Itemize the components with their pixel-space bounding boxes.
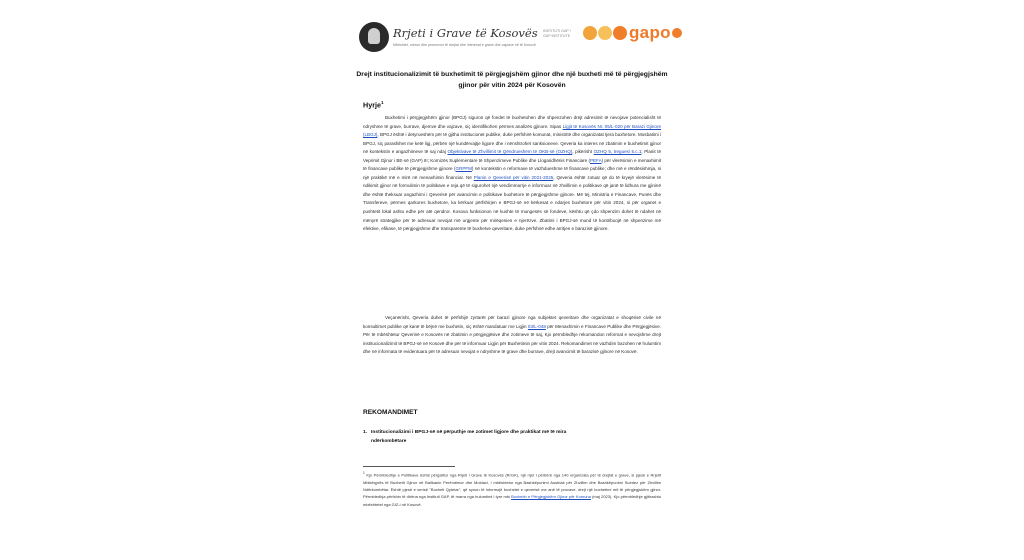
grpfm-link[interactable]: GRPFM <box>455 166 472 172</box>
intro-paragraph-2: Veçanërisht, Qeveria duhet të përfshijë zyrtarët për barazi gjinore nga subjektet qeveritare dhe organizatat e shoqërisë civile në konsultimet publike që kanë të bëjnë me buxhetin, siç është mandatuar me Ligjin 03/L-048 për Menaxhimin e Financave Publike dhe Përgjegjësive. Për të mbështetur Qeverinë e Kosovës në zbatimin e përgjegjësive dhe zotimeve të saj, Kjo përmbledhje rekomandon reformat e nevojshme drejt institucionalizimit të BPGJ-së në Kosovë dhe për të informuar Ligjin për Buxhetimin për vitin 2024. Rekomandimet në vazhdim bazohen në hulumtim dhe në informata të evidentuara për të adresuar nevojat e ndryshme të grave dhe burrave, drejt avancimit të barazisë gjinore në Kosovë. <box>363 315 661 355</box>
footnote: $^1$ Kjo Përmbledhje e Politikave është përgatitur nga Rrjeti i Grave të Kosovës (RrGK), një rrjet i përbërë nga 140 organizata për të drejtat e grave, si pjesë e Rrjetit Mbikëqyrës të Buxhetit Gjinor në Ballkanin Perëndimor dhe Moldavi, i mbështetur nga Bashkëpunimi Austriak për Zhvillim dhe Bashkëpunimi Suedez për Zhvillim Ndërkombëtar. Është pjesë e serisë "Buxheti Qytetar", që synon të informojë buxhetet e qeverisë me anë të provave, drejt një buxhetimi më të përgjegjshëm gjinor. Përmbledhja përfshin të dhëna nga Instituti GAP, të marra nga hulumtimi i tyre mbi Buxhetin e Përgjegjshëm Gjinor për Komuna (maj 2023). Kjo përmbledhje gjithashtu mbështetet nga GIZ-i në Kosovë. <box>363 471 662 507</box>
footnote-number: 1 <box>363 471 365 475</box>
ozhq5-link[interactable]: OZHQ 5, treguesi 5.c.1 <box>593 149 642 155</box>
item-number: 1. <box>363 430 368 435</box>
logo-dot-icon <box>672 28 682 38</box>
item-text: Institucionalizimi i BPGJ-së në përputhje me zotimet ligjore dhe praktikat më të mira <box>371 430 567 435</box>
logo-dot-icon <box>598 26 612 40</box>
logo-dot-icon <box>613 26 627 40</box>
document-header <box>347 14 677 64</box>
ozhq-link[interactable]: Objektivave të Zhvillimit të Qëndrueshëm të OKB-së (OZHQ) <box>447 149 573 155</box>
intro-heading: Hyrje$^1$ <box>363 100 384 110</box>
document-page <box>347 14 677 548</box>
intro-paragraph-1: Buxhetimi i përgjegjshëm gjinor (BPGJ) siguron që fondet të buxhetohen dhe shpenzohen drejt adresimit të nevojave potencialisht të ndryshme të grave, burrave, djemve dhe vajzave, siç identifikohen përmes analizës gjinore. Sipas Ligjit të Kosovës Nr. 05/L-020 për Barazi Gjinore (LBGJ), BPGJ është i detyrueshëm për të gjitha institucionet publike, duke përfshirë komunat, ministritë dhe organizatat tjera buxhetore. Mosbatimi i BPGJ, siç parashihet me ketë ligj, përbën një kundërvajtje ligjore dhe i nënshtrohet sanksioneve. Qeveria ka interes në zbatimin e buxhetimit gjinor në kontekstin e angazhimeve të saj ndaj Objektivave të Zhvillimit të Qëndrueshëm të OKB-së (OZHQ), pikërisht OZHQ 5, treguesi 5.c.1; Planit të Veprimit Gjinor i BE-së (GAP) III; Kornizës Suplementare të Shpenzimeve Publike dhe Llogaridhënis Financiare (PEFA) për vlerësimin e menaxhimit të financave publike të përgjegjshme gjinore (GRPFM) në kontekstin e reformave të vazhdueshme të financave publike; dhe më e rëndësishmja, si një praktikë më e mirë në menaxhimin financiar. Në Planin e Qeverisë për vitin 2021-2025, Qeveria është zotuar që do të kryejë vlerësime të ndikimit gjinor në formulimin të politikave e reja që të sigurohet një vendimmarrje e informuar në zhvillimin e politikave që janë të lidhura me gjininë dhe është theksuar angazhimi i Qeverisë për avancimin e politikave buxhetore të përgjegjshme gjinore. Më tej, Ministria e Financave, Punës dhe Transfereve, përmes qarkores buxhetore, ka kërkuar përfshirjen e BPGJ-së në kërkesat e ndarjes buxhetore për vitin 2024, si për organet e pushtetit lokal ashtu edhe për atë qendror. Kosova funksionon në kushte të mungesës së fondeve, kështu që çdo shpenzim duhet të ndahet në mënyrë strategjike për të adresuar nevojat më urgjente për mirëqenien e njerëzve. Zbatimi i BPGJ-së mund të kontribuojë në shpenzime më efektive, efikase, të përgjegjshme dhe transparente të buxhetve qeveritare, duke përfshirë edhe arritjen e barazisë gjinore. <box>363 115 662 232</box>
law-link[interactable]: Ligjit të Kosovës Nr. 05/L-020 për Barazi Gjinore (LBGJ) <box>363 123 661 138</box>
pefa-link[interactable]: PEFA <box>589 157 602 163</box>
recommendation-item-1 <box>363 428 661 446</box>
footnote-mark[interactable]: 1 <box>380 100 384 105</box>
gap-logo-word: gapo <box>629 23 671 42</box>
recommendations-heading: REKOMANDIMET <box>363 409 418 416</box>
org-tagline: Mbështet, mbron dhe promovon të drejtat dhe interesat e grave dhe vajzave në të Kosovë <box>393 43 536 47</box>
municipal-budget-link[interactable]: Buxhetin e Përgjegjshëm Gjinor për Komuna <box>511 494 591 500</box>
law-048-link[interactable]: 03/L-048 <box>527 323 546 329</box>
government-plan-link[interactable]: Planin e Qeverisë për vitin 2021-2025 <box>473 174 554 180</box>
partner-label: INSTITUTI GAP / GAP INSTITUTE <box>543 29 571 38</box>
document-title: Drejt institucionalizimit të buxhetimit të përgjegjshëm gjinor dhe një buxheti më të përgjegjshëm gjinor për vitin 2024 për Kosovën <box>356 71 668 89</box>
item-text-continued: ndërkombëtare <box>371 439 407 444</box>
logo-dot-icon <box>583 26 597 40</box>
gap-institute-logo <box>583 23 682 43</box>
footnote-divider <box>363 466 455 467</box>
org-name: Rrjeti i Grave të Kosovës <box>393 26 538 40</box>
rrgk-logo-icon <box>359 22 389 52</box>
